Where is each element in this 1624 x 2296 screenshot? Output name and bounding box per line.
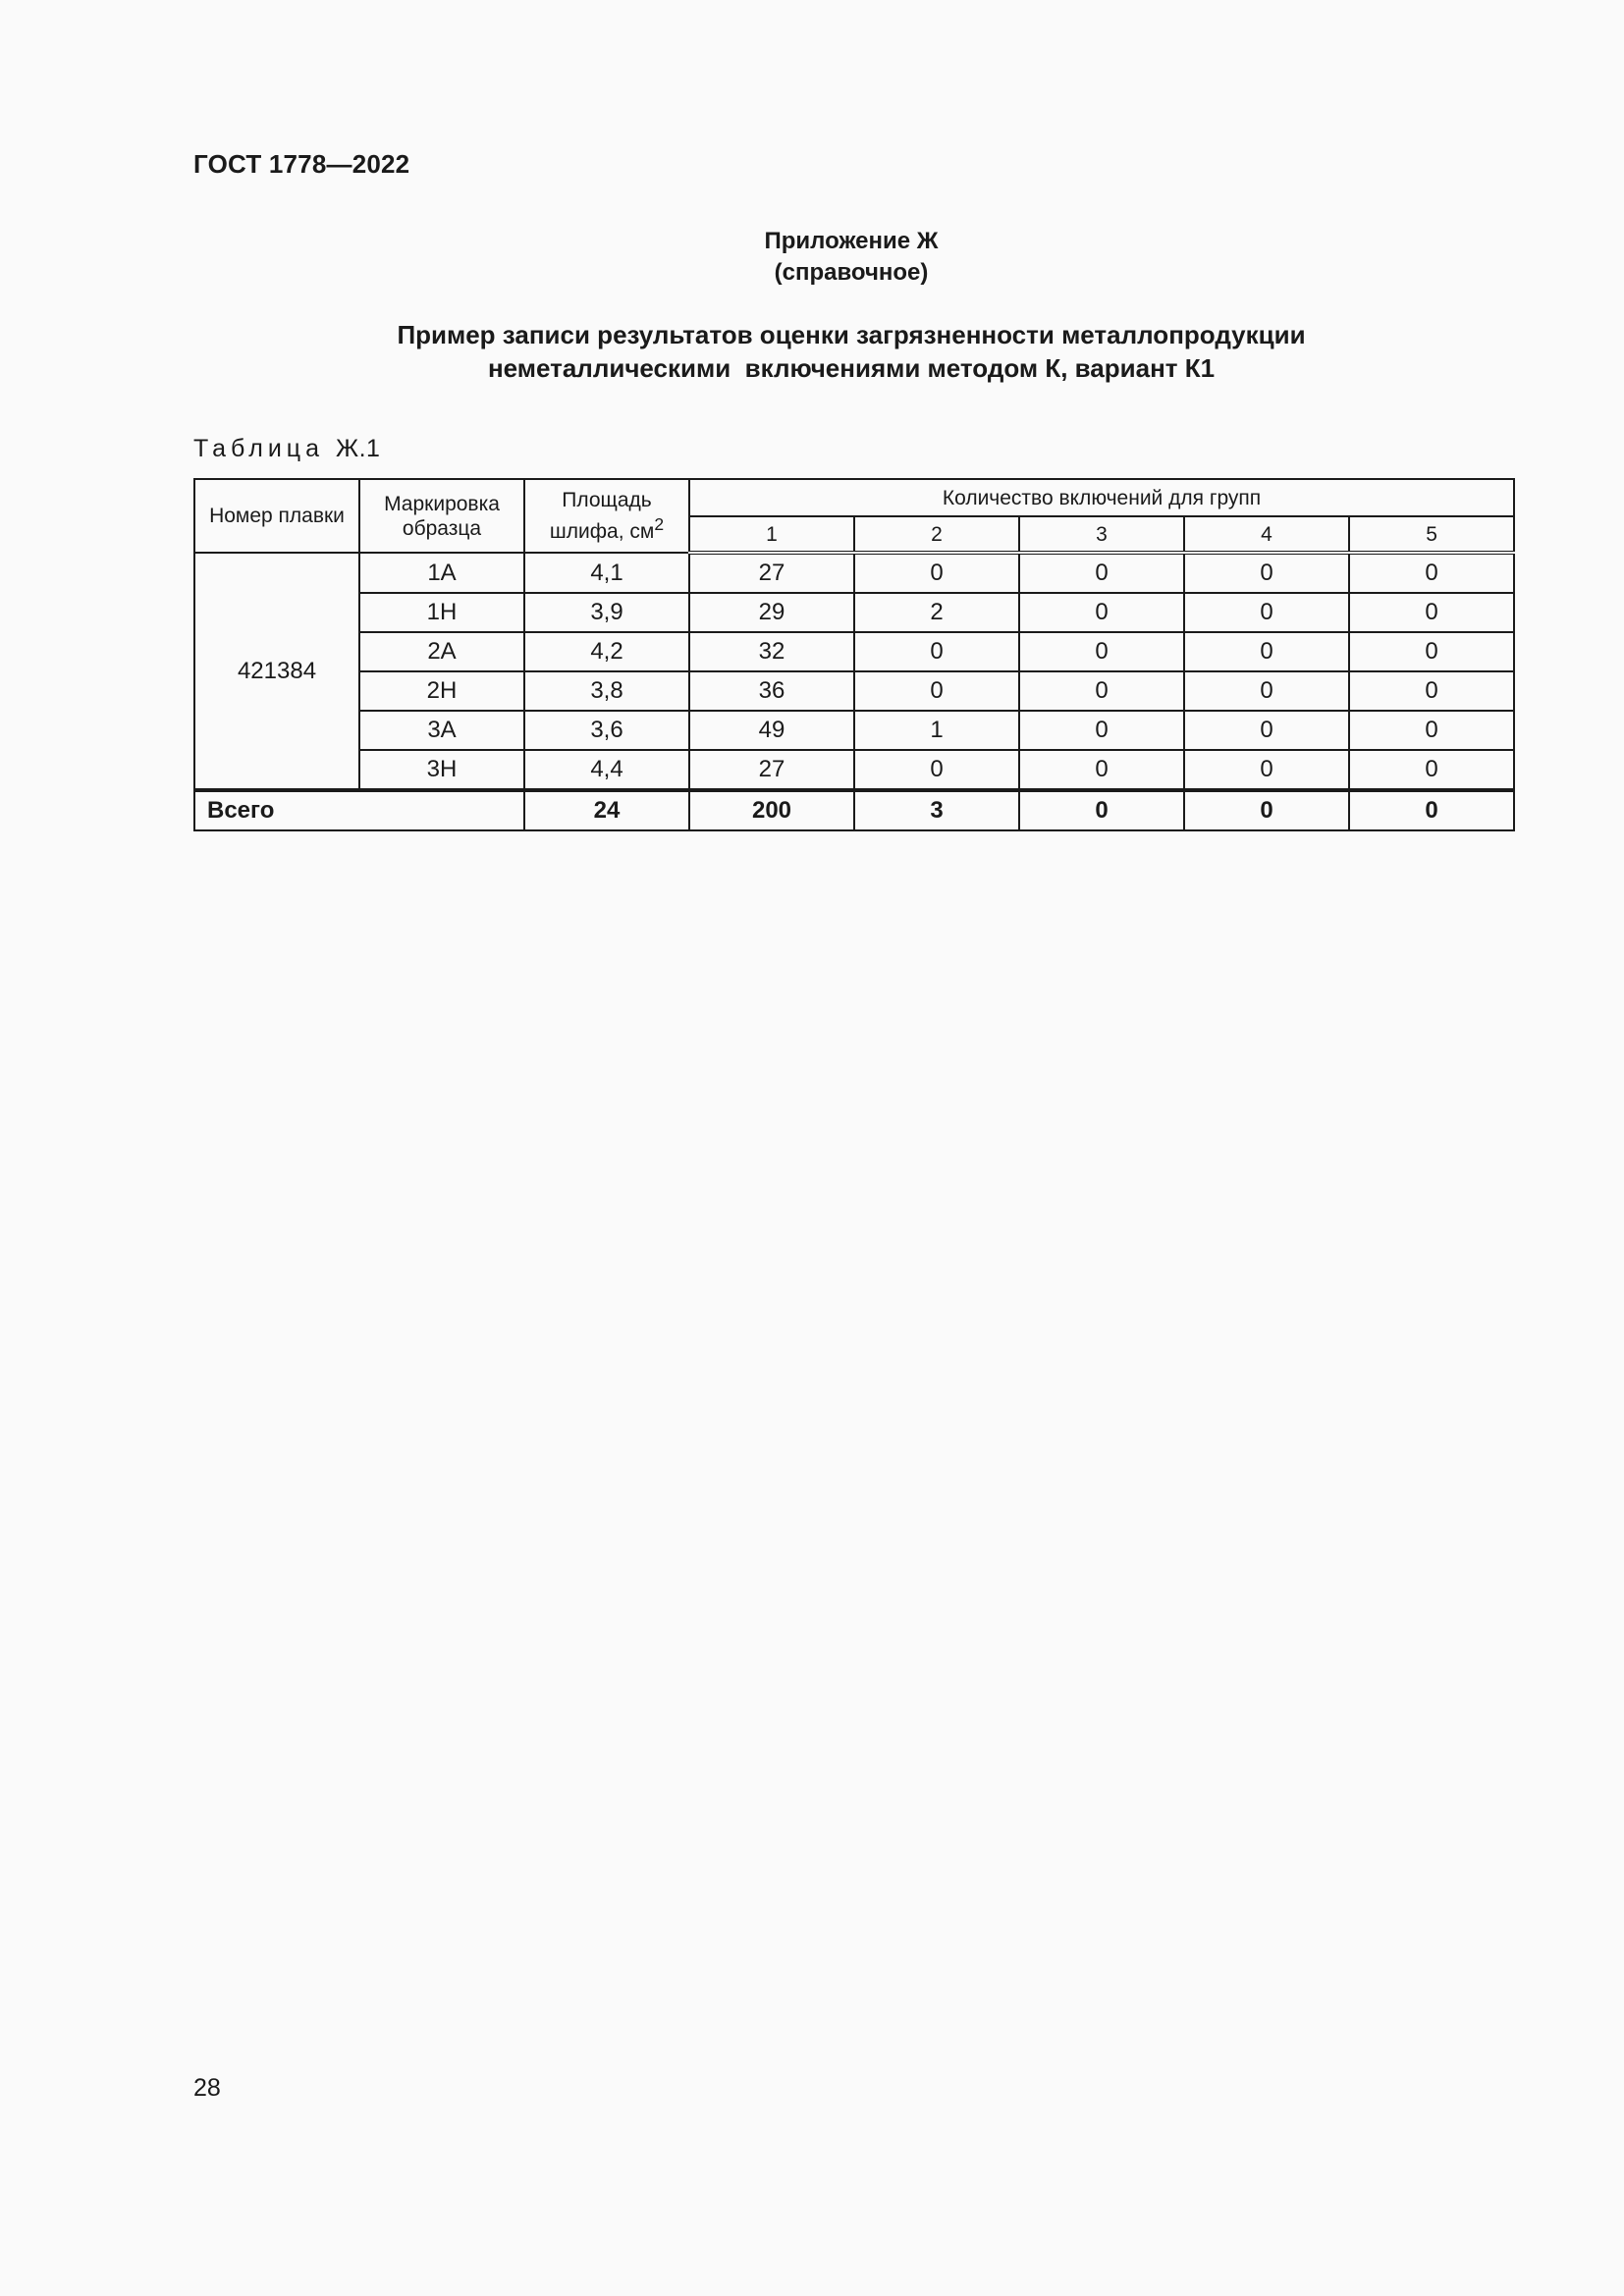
group-4-cell: 0 (1184, 750, 1349, 790)
total-row (194, 790, 1514, 830)
total-area-cell: 24 (524, 790, 689, 830)
table-row (194, 750, 1514, 790)
group-3-cell: 0 (1019, 671, 1184, 711)
column-header-section-area (524, 479, 689, 553)
group-5-cell: 0 (1349, 593, 1514, 632)
column-header-group-5: 5 (1349, 516, 1514, 553)
group-5-cell: 0 (1349, 553, 1514, 593)
group-1-cell: 29 (689, 593, 854, 632)
sample-mark-cell: 3А (359, 711, 524, 750)
sample-mark-cell: 1А (359, 553, 524, 593)
table-caption-label: Таблица (193, 435, 325, 462)
document-title-line-2: неметаллическими включениями методом К, вариант К1 (487, 353, 1216, 383)
area-cell: 3,9 (524, 593, 689, 632)
table-row (194, 671, 1514, 711)
column-header-group-1: 1 (689, 516, 854, 553)
group-1-cell: 32 (689, 632, 854, 671)
group-4-cell: 0 (1184, 593, 1349, 632)
group-3-cell: 0 (1019, 632, 1184, 671)
sample-mark-cell: 3Н (359, 750, 524, 790)
appendix-heading (0, 226, 1624, 289)
group-1-cell: 27 (689, 553, 854, 593)
heat-number-cell: 421384 (194, 553, 359, 790)
table-row (194, 593, 1514, 632)
area-cell: 3,8 (524, 671, 689, 711)
total-group-1-cell: 200 (689, 790, 854, 830)
area-cell: 4,2 (524, 632, 689, 671)
group-1-cell: 36 (689, 671, 854, 711)
column-header-sample-marking: Маркировка образца (359, 479, 524, 553)
group-4-cell: 0 (1184, 632, 1349, 671)
group-5-cell: 0 (1349, 671, 1514, 711)
column-header-group-4: 4 (1184, 516, 1349, 553)
group-3-cell: 0 (1019, 750, 1184, 790)
group-4-cell: 0 (1184, 711, 1349, 750)
total-group-4-cell: 0 (1184, 790, 1349, 830)
group-1-cell: 49 (689, 711, 854, 750)
column-header-group-2: 2 (854, 516, 1019, 553)
group-2-cell: 0 (854, 632, 1019, 671)
appendix-type: (справочное) (774, 259, 929, 286)
column-header-inclusions-group: Количество включений для групп (689, 479, 1514, 516)
group-1-cell: 27 (689, 750, 854, 790)
group-2-cell: 0 (854, 750, 1019, 790)
area-cell: 3,6 (524, 711, 689, 750)
total-label: Всего (194, 790, 524, 830)
group-5-cell: 0 (1349, 711, 1514, 750)
group-5-cell: 0 (1349, 632, 1514, 671)
group-3-cell: 0 (1019, 711, 1184, 750)
group-4-cell: 0 (1184, 671, 1349, 711)
sample-mark-cell: 2Н (359, 671, 524, 711)
group-3-cell: 0 (1019, 553, 1184, 593)
table-caption (193, 435, 380, 463)
total-group-2-cell: 3 (854, 790, 1019, 830)
inclusions-table (193, 478, 1515, 831)
document-code: ГОСТ 1778—2022 (193, 149, 410, 179)
total-group-3-cell: 0 (1019, 790, 1184, 830)
table-row (194, 553, 1514, 593)
group-2-cell: 0 (854, 553, 1019, 593)
group-5-cell: 0 (1349, 750, 1514, 790)
sample-mark-cell: 1Н (359, 593, 524, 632)
total-group-5-cell: 0 (1349, 790, 1514, 830)
appendix-title: Приложение Ж (764, 228, 939, 254)
document-title-line-1: Пример записи результатов оценки загрязненности металлопродукции (397, 320, 1306, 349)
column-header-group-3: 3 (1019, 516, 1184, 553)
area-cell: 4,4 (524, 750, 689, 790)
group-2-cell: 0 (854, 671, 1019, 711)
table-row (194, 632, 1514, 671)
column-header-heat-number: Номер плавки (194, 479, 359, 553)
sample-mark-cell: 2А (359, 632, 524, 671)
section-area-label: Площадь шлифа, см (549, 489, 655, 543)
page-number: 28 (193, 2074, 221, 2102)
area-cell: 4,1 (524, 553, 689, 593)
table-caption-number: Ж.1 (335, 435, 381, 462)
table-row (194, 711, 1514, 750)
group-2-cell: 1 (854, 711, 1019, 750)
document-title (0, 318, 1624, 385)
section-area-superscript: 2 (654, 514, 665, 534)
group-4-cell: 0 (1184, 553, 1349, 593)
group-2-cell: 2 (854, 593, 1019, 632)
group-3-cell: 0 (1019, 593, 1184, 632)
